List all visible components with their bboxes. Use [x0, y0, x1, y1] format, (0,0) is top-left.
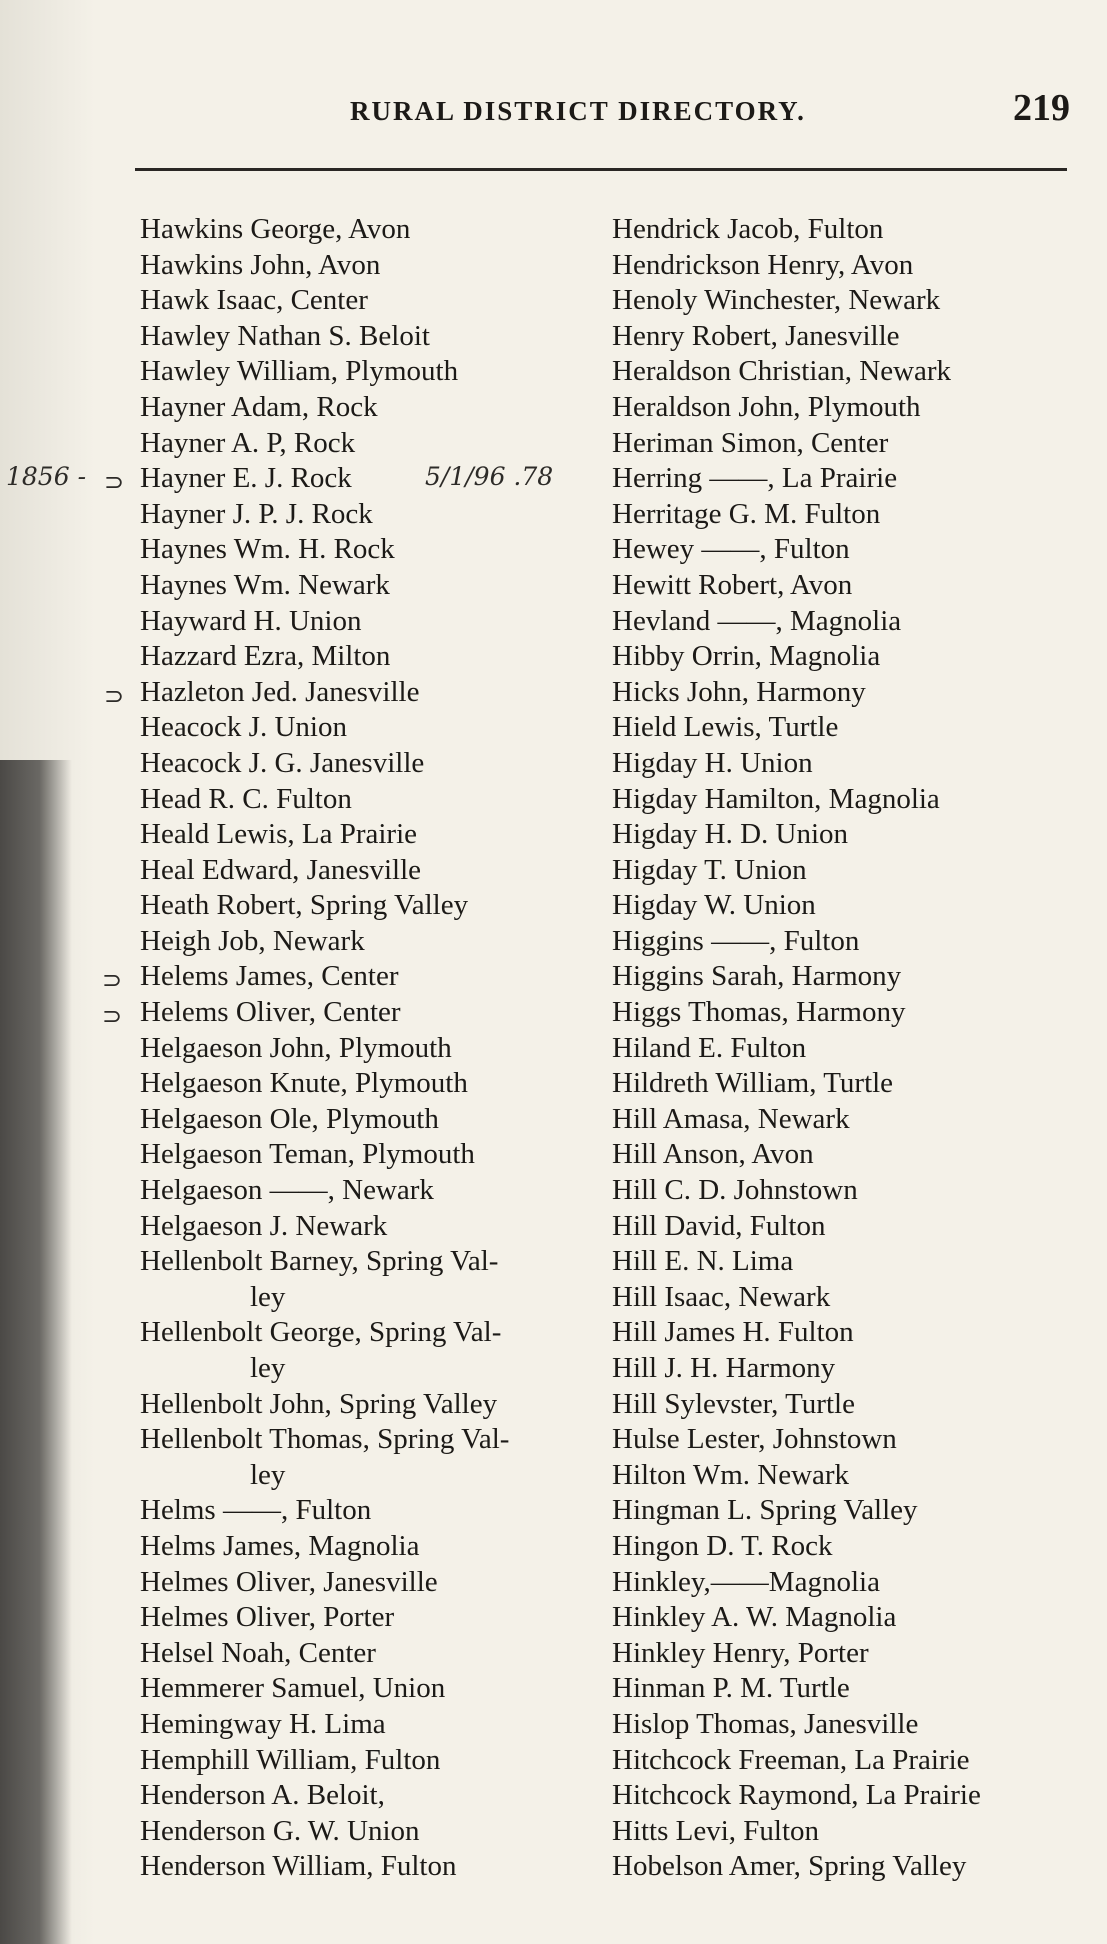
directory-entry: Hayner J. P. J. Rock [140, 497, 373, 530]
directory-entry: Haynes Wm. H. Rock [140, 533, 395, 566]
directory-entry: Hill J. H. Harmony [612, 1352, 836, 1384]
directory-entry: Hobelson Amer, Spring Valley [612, 1850, 967, 1883]
directory-entry: Hawk Isaac, Center [140, 284, 368, 317]
directory-entry: Heath Robert, Spring Valley [140, 889, 469, 922]
directory-column-right [612, 212, 981, 1885]
directory-entry: Helems James, Center [140, 960, 399, 993]
directory-entry: Hewey ——, Fulton [612, 533, 850, 566]
directory-entry: Haynes Wm. Newark [140, 568, 390, 601]
directory-entry: Hendrickson Henry, Avon [612, 248, 914, 281]
directory-entry: Hellenbolt George, Spring Val- [140, 1316, 502, 1349]
directory-entry: Helmes Oliver, Porter [140, 1601, 395, 1634]
pointer-mark: ⊃ [102, 1002, 123, 1030]
directory-entry: Helsel Noah, Center [140, 1636, 376, 1669]
directory-entry: Higgins Sarah, Harmony [612, 960, 902, 993]
directory-entry: Heigh Job, Newark [140, 924, 365, 957]
directory-entry: Hawkins George, Avon [140, 213, 411, 245]
entry-continuation: ley [250, 1352, 286, 1384]
directory-entry: Helmes Oliver, Janesville [140, 1565, 438, 1598]
directory-entry: Hinkley A. W. Magnolia [612, 1601, 897, 1634]
directory-entry: Higday H. D. Union [612, 818, 849, 851]
directory-entry: Heald Lewis, La Prairie [140, 818, 418, 851]
pointer-mark: ⊃ [102, 966, 123, 994]
directory-entry: Hayward H. Union [140, 604, 362, 637]
directory-entry: Helgaeson Knute, Plymouth [140, 1067, 468, 1100]
handwritten-inline-note: 5/1/96 .78 [425, 462, 554, 491]
directory-entry: Hinman P. M. Turtle [612, 1672, 850, 1705]
header-rule [135, 168, 1067, 171]
directory-entry: Hemphill William, Fulton [140, 1743, 441, 1776]
directory-entry: Hilton Wm. Newark [612, 1458, 850, 1491]
directory-entry: Hill Isaac, Newark [612, 1280, 831, 1313]
directory-entry: Hislop Thomas, Janesville [612, 1707, 919, 1740]
directory-entry: Higgs Thomas, Harmony [612, 996, 906, 1029]
directory-entry: Hellenbolt Thomas, Spring Val- [140, 1423, 510, 1456]
entry-continuation: ley [250, 1280, 286, 1313]
directory-entry: Hingman L. Spring Valley [612, 1494, 918, 1527]
directory-entry: Henoly Winchester, Newark [612, 284, 941, 317]
directory-entry: Hawkins John, Avon [140, 248, 381, 281]
directory-entry: Helgaeson Teman, Plymouth [140, 1138, 475, 1171]
directory-entry: Heacock J. Union [140, 711, 347, 744]
directory-entry: Hill E. N. Lima [612, 1245, 794, 1278]
page-number: 219 [1013, 87, 1070, 129]
directory-entry: Heriman Simon, Center [612, 426, 889, 459]
directory-entry: Henry Robert, Janesville [612, 319, 900, 352]
directory-entry: Helgaeson J. Newark [140, 1209, 388, 1242]
directory-entry: Hendrick Jacob, Fulton [612, 213, 884, 245]
directory-entry: Herritage G. M. Fulton [612, 497, 881, 530]
directory-entry: Hildreth William, Turtle [612, 1067, 894, 1100]
entry-continuation: ley [250, 1458, 286, 1491]
directory-entry: Hill James H. Fulton [612, 1316, 854, 1349]
directory-entry: Helgaeson John, Plymouth [140, 1031, 452, 1064]
directory-entry: Hitts Levi, Fulton [612, 1814, 820, 1847]
directory-entry: Heraldson John, Plymouth [612, 390, 921, 423]
directory-entry: Hill C. D. Johnstown [612, 1174, 858, 1207]
directory-entry: Helems Oliver, Center [140, 996, 401, 1029]
directory-column-left [140, 212, 509, 1885]
page-header [135, 88, 1070, 138]
pointer-mark: ⊃ [104, 682, 125, 710]
directory-entry: Hill Amasa, Newark [612, 1102, 850, 1135]
directory-entry: Herring ——, La Prairie [612, 462, 898, 495]
directory-entry: Hulse Lester, Johnstown [612, 1423, 897, 1456]
directory-entry: Higday W. Union [612, 889, 816, 922]
directory-entry: Helgaeson Ole, Plymouth [140, 1102, 439, 1135]
directory-entry: Heraldson Christian, Newark [612, 355, 952, 388]
directory-entry: Hayner A. P, Rock [140, 426, 356, 459]
directory-entry: Hazzard Ezra, Milton [140, 640, 391, 673]
directory-entry: Hemingway H. Lima [140, 1707, 386, 1740]
directory-entry: Hayner Adam, Rock [140, 390, 378, 423]
directory-entry: Hevland ——, Magnolia [612, 604, 902, 637]
directory-entry: Hellenbolt John, Spring Valley [140, 1387, 498, 1420]
directory-entry: Hield Lewis, Turtle [612, 711, 839, 744]
directory-entry: Higday H. Union [612, 746, 813, 779]
directory-entry: Hellenbolt Barney, Spring Val- [140, 1245, 499, 1278]
directory-entry: Head R. C. Fulton [140, 782, 352, 815]
running-title: RURAL DISTRICT DIRECTORY. [350, 96, 806, 126]
directory-entry: Heacock J. G. Janesville [140, 746, 425, 779]
directory-entry: Helms James, Magnolia [140, 1529, 420, 1562]
directory-entry: Hinkley,——Magnolia [612, 1565, 880, 1598]
directory-entry: Hibby Orrin, Magnolia [612, 640, 881, 673]
directory-entry: Hazleton Jed. Janesville [140, 675, 420, 708]
directory-entry: Hawley William, Plymouth [140, 355, 459, 388]
directory-entry: Helms ——, Fulton [140, 1494, 372, 1527]
directory-entry: Hayner E. J. Rock [140, 462, 352, 495]
pointer-mark: ⊃ [104, 468, 125, 496]
directory-entry: Henderson William, Fulton [140, 1850, 457, 1883]
directory-entry: Hicks John, Harmony [612, 675, 866, 708]
directory-entry: Hingon D. T. Rock [612, 1529, 833, 1562]
directory-entry: Hinkley Henry, Porter [612, 1636, 869, 1669]
directory-entry: Higgins ——, Fulton [612, 924, 860, 957]
directory-entry: Hitchcock Raymond, La Prairie [612, 1779, 981, 1812]
binding-gutter [0, 760, 72, 1944]
directory-entry: Hiland E. Fulton [612, 1031, 807, 1064]
directory-entry: Henderson A. Beloit, [140, 1779, 385, 1812]
directory-entry: Hawley Nathan S. Beloit [140, 319, 430, 352]
directory-entry: Higday Hamilton, Magnolia [612, 782, 940, 815]
directory-entry: Hill Anson, Avon [612, 1138, 814, 1171]
directory-entry: Hitchcock Freeman, La Prairie [612, 1743, 970, 1776]
directory-entry: Higday T. Union [612, 853, 807, 886]
directory-entry: Hemmerer Samuel, Union [140, 1672, 446, 1705]
directory-entry: Helgaeson ——, Newark [140, 1174, 434, 1207]
directory-entry: Henderson G. W. Union [140, 1814, 420, 1847]
directory-entry: Hill Sylevster, Turtle [612, 1387, 855, 1420]
handwritten-year-note: 1856 - [6, 462, 87, 491]
directory-entry: Hewitt Robert, Avon [612, 568, 853, 601]
directory-entry: Heal Edward, Janesville [140, 853, 422, 886]
directory-entry: Hill David, Fulton [612, 1209, 826, 1242]
